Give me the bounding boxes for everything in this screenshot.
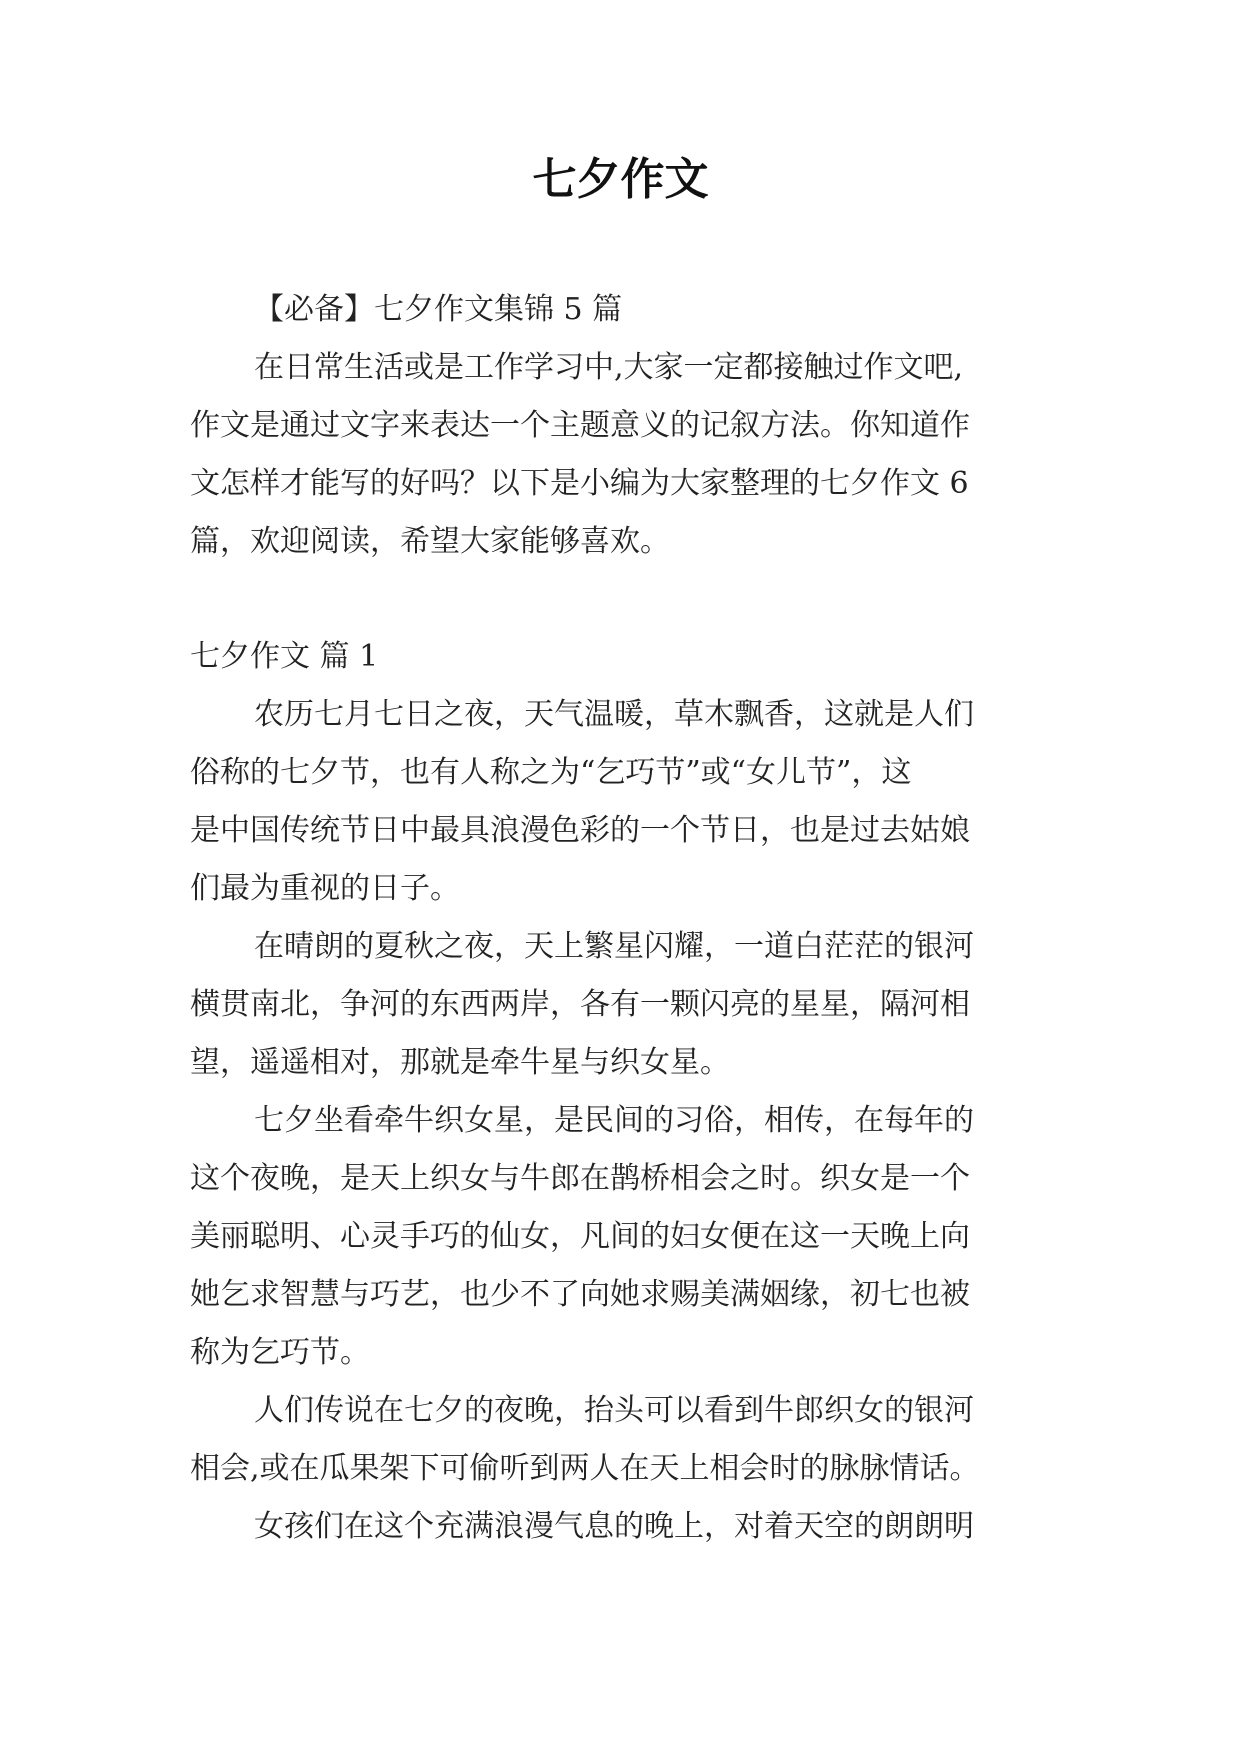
subtitle-line: 【必备】七夕作文集锦 5 篇 <box>254 292 623 327</box>
text-line: 作文是通过文字来表达一个主题意义的记叙方法。你知道作 <box>190 408 970 443</box>
text-line: 们最为重视的日子。 <box>190 871 460 906</box>
text-line: 俗称的七夕节，也有人称之为“乞巧节”或“女儿节”，这 <box>190 755 912 790</box>
text-line: 横贯南北，争河的东西两岸，各有一颗闪亮的星星，隔河相 <box>190 987 970 1022</box>
document-title: 七夕作文 <box>532 154 709 205</box>
text-line: 这个夜晚，是天上织女与牛郎在鹊桥相会之时。织女是一个 <box>190 1161 970 1196</box>
text-line: 七夕坐看牵牛织女星，是民间的习俗，相传，在每年的 <box>254 1103 974 1138</box>
text-line: 是中国传统节日中最具浪漫色彩的一个节日，也是过去姑娘 <box>190 813 970 848</box>
text-line: 篇，欢迎阅读，希望大家能够喜欢。 <box>190 524 670 559</box>
text-line: 农历七月七日之夜，天气温暖，草木飘香，这就是人们 <box>254 697 974 732</box>
text-line: 女孩们在这个充满浪漫气息的晚上，对着天空的朗朗明 <box>254 1509 974 1544</box>
text-line: 文怎样才能写的好吗？以下是小编为大家整理的七夕作文 6 <box>190 466 969 501</box>
text-line: 她乞求智慧与巧艺，也少不了向她求赐美满姻缘，初七也被 <box>190 1277 970 1312</box>
text-line: 人们传说在七夕的夜晚，抬头可以看到牛郎织女的银河 <box>254 1393 974 1428</box>
text-line: 相会,或在瓜果架下可偷听到两人在天上相会时的脉脉情话。 <box>190 1451 980 1486</box>
text-line: 美丽聪明、心灵手巧的仙女，凡间的妇女便在这一天晚上向 <box>190 1219 970 1254</box>
section-heading: 七夕作文 篇 1 <box>190 639 379 674</box>
text-line: 望，遥遥相对，那就是牵牛星与织女星。 <box>190 1045 730 1080</box>
text-line: 在晴朗的夏秋之夜，天上繁星闪耀，一道白茫茫的银河 <box>254 929 974 964</box>
text-line: 称为乞巧节。 <box>190 1335 370 1370</box>
text-line: 在日常生活或是工作学习中,大家一定都接触过作文吧, <box>254 350 964 385</box>
